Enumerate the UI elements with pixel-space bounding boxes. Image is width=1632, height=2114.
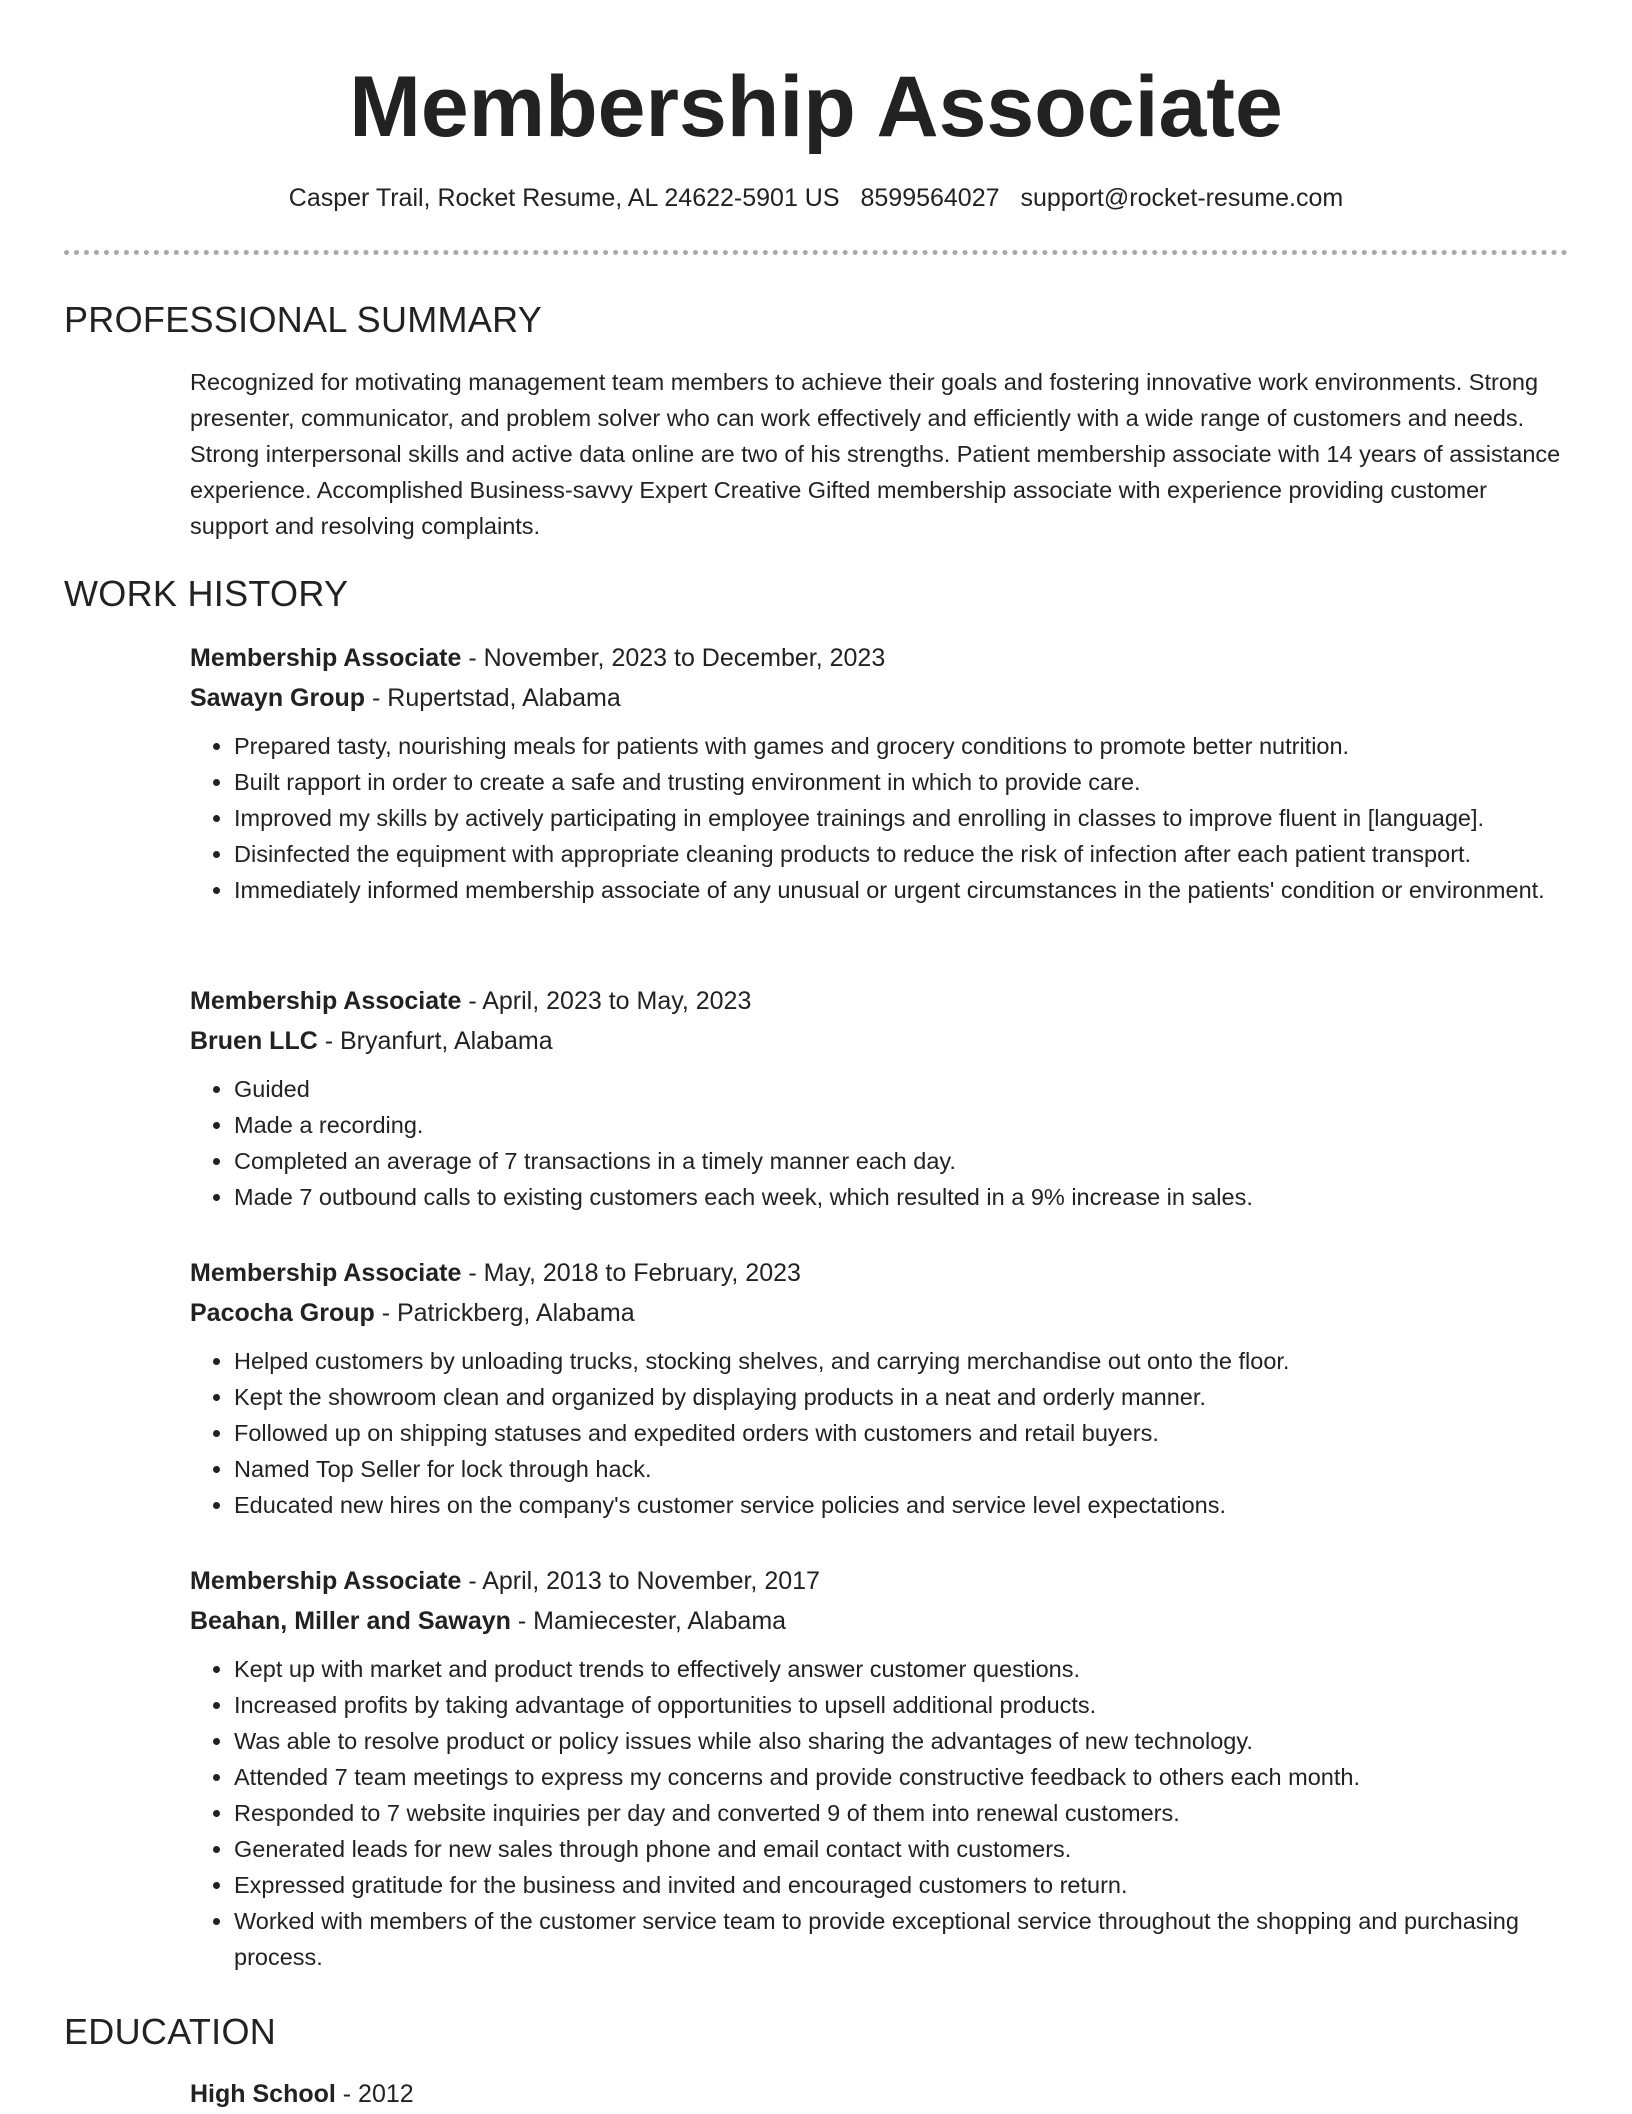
summary-heading: PROFESSIONAL SUMMARY [64,299,543,340]
list-item: • Made 7 outbound calls to existing customers each week, which resulted in a 9% increase in sales. [234,1179,1570,1215]
list-item: • Educated new hires on the company's customer service policies and service level expectations. [234,1487,1570,1523]
job-dates: - May, 2018 to February, 2023 [461,1259,801,1287]
address-text: Casper Trail, Rocket Resume, AL 24622-5901 US [288,184,840,212]
job-title: Membership Associate [190,644,462,672]
job-dates: - April, 2013 to November, 2017 [461,1567,820,1595]
list-item: • Kept up with market and product trends to effectively answer customer questions. [234,1651,1570,1687]
education-heading: EDUCATION [64,2011,277,2052]
job-location: - Mamiecester, Alabama [510,1607,787,1635]
job-company: Sawayn Group [190,684,366,712]
job-title: Membership Associate [190,1259,462,1287]
job-bullets [190,1343,1570,1523]
job-title-line [190,638,1570,678]
work-history-heading: WORK HISTORY [64,573,349,614]
list-item: • Guided [234,1071,1570,1107]
list-item: • Disinfected the equipment with appropriate cleaning products to reduce the risk of infection after each patient transport. [234,836,1570,872]
header-divider [64,250,1568,255]
education-degree: High School [190,2080,336,2108]
job-company-line [190,678,1570,718]
list-item: • Followed up on shipping statuses and expedited orders with customers and retail buyers. [234,1415,1570,1451]
education-year: - 2012 [335,2080,414,2108]
list-item: • Expressed gratitude for the business and invited and encouraged customers to return. [234,1867,1570,1903]
list-item: • Was able to resolve product or policy issues while also sharing the advantages of new technology. [234,1723,1570,1759]
job-location: - Rupertstad, Alabama [365,684,621,712]
job-company-line [190,1601,1570,1641]
job-entry-2 [190,981,1570,1215]
job-location: - Bryanfurt, Alabama [317,1027,553,1055]
job-location: - Patrickberg, Alabama [374,1299,635,1327]
list-item: • Helped customers by unloading trucks, stocking shelves, and carrying merchandise out onto the floor. [234,1343,1570,1379]
phone-text: 8599564027 [860,184,1000,212]
summary-block [190,364,1570,544]
list-item: • Increased profits by taking advantage of opportunities to upsell additional products. [234,1687,1570,1723]
summary-text: Recognized for motivating management team members to achieve their goals and fostering innovative work environments. Strong presenter, communicator, and problem solver who can work effectively and efficiently with a wide range of customers and needs. Strong interpersonal skills and active data online are two of his strengths. Patient membership associate with 14 years of assistance experience. Accomplished Business-savvy Expert Creative Gifted membership associate with experience providing customer support and resolving complaints. [190,369,1561,539]
job-title-line [190,1561,1570,1601]
list-item: • Improved my skills by actively participating in employee trainings and enrolling in classes to improve fluent in [language]. [234,800,1570,836]
list-item: • Worked with members of the customer service team to provide exceptional service throughout the shopping and purchasing process. [234,1903,1570,1975]
email-text: support@rocket-resume.com [1020,184,1344,212]
education-entry [190,2074,414,2114]
job-bullets [190,1071,1570,1215]
job-company: Pacocha Group [190,1299,375,1327]
contact-line [0,180,1632,216]
job-entry-4 [190,1561,1570,1975]
list-item: • Named Top Seller for lock through hack. [234,1451,1570,1487]
job-title: Membership Associate [190,1567,462,1595]
job-company-line [190,1293,1570,1333]
job-dates: - November, 2023 to December, 2023 [461,644,886,672]
job-entry-1 [190,638,1570,908]
list-item: • Generated leads for new sales through phone and email contact with customers. [234,1831,1570,1867]
list-item: • Immediately informed membership associate of any unusual or urgent circumstances in the patients' condition or environment. [234,872,1570,908]
job-title-line [190,981,1570,1021]
list-item: • Attended 7 team meetings to express my concerns and provide constructive feedback to others each month. [234,1759,1570,1795]
list-item: • Completed an average of 7 transactions in a timely manner each day. [234,1143,1570,1179]
job-entry-3 [190,1253,1570,1523]
list-item: • Built rapport in order to create a safe and trusting environment in which to provide care. [234,764,1570,800]
job-dates: - April, 2023 to May, 2023 [461,987,752,1015]
list-item: • Prepared tasty, nourishing meals for patients with games and grocery conditions to promote better nutrition. [234,728,1570,764]
job-company: Bruen LLC [190,1027,318,1055]
job-company-line [190,1021,1570,1061]
job-bullets [190,728,1570,908]
candidate-name: Membership Associate [349,59,1283,155]
job-title-line [190,1253,1570,1293]
list-item: • Kept the showroom clean and organized by displaying products in a neat and orderly manner. [234,1379,1570,1415]
job-bullets [190,1651,1570,1975]
list-item: • Made a recording. [234,1107,1570,1143]
job-title: Membership Associate [190,987,462,1015]
job-company: Beahan, Miller and Sawayn [190,1607,511,1635]
list-item: • Responded to 7 website inquiries per day and converted 9 of them into renewal customers. [234,1795,1570,1831]
